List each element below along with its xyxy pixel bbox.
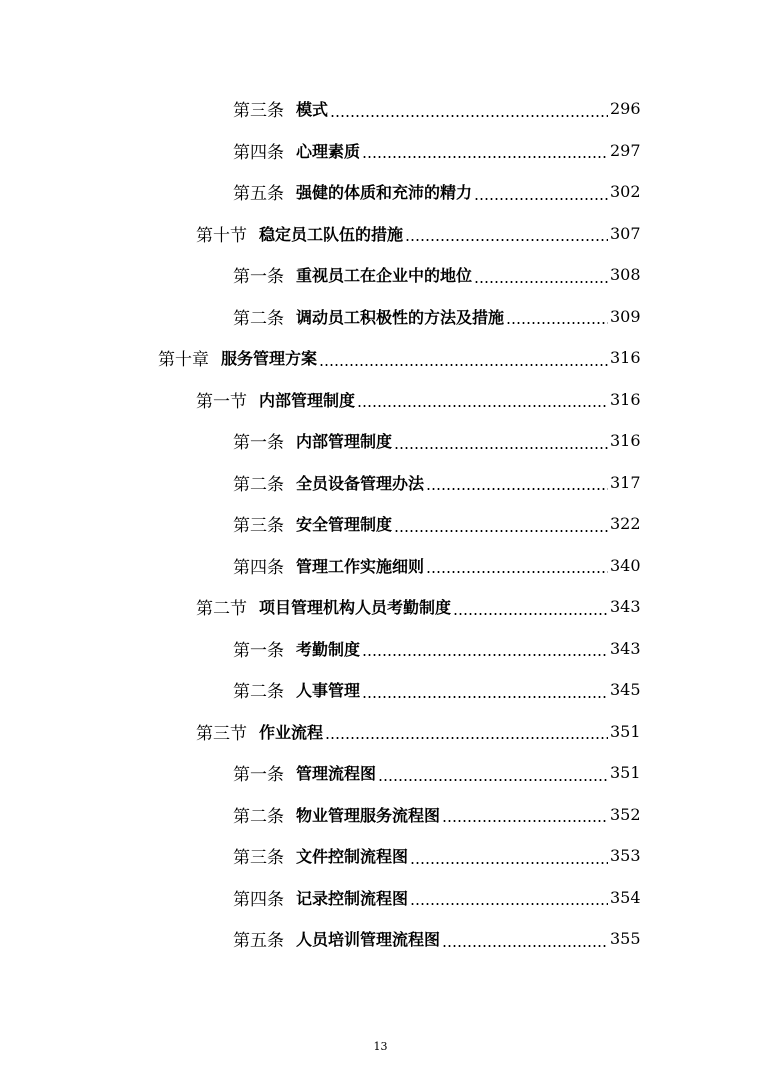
toc-entry-page: 317 <box>610 472 641 492</box>
toc-entry-label: 第十章 <box>158 350 209 371</box>
dot-leader <box>378 779 608 781</box>
toc-entry[interactable] <box>0 130 761 172</box>
dot-leader <box>426 571 608 573</box>
dot-leader <box>442 945 608 947</box>
toc-entry-page: 352 <box>610 804 641 824</box>
toc-entry-label: 第三条 <box>233 101 284 122</box>
toc-entry[interactable] <box>0 379 761 421</box>
dot-leader <box>453 613 608 615</box>
dot-leader <box>426 488 608 490</box>
toc-entry-page: 309 <box>610 306 641 326</box>
toc-entry-title: 文件控制流程图 <box>296 847 409 867</box>
dot-leader <box>442 820 608 822</box>
toc-entry-title: 记录控制流程图 <box>296 888 409 908</box>
toc-entry-page: 343 <box>610 597 641 617</box>
toc-entry-page: 351 <box>610 763 641 783</box>
toc-entry-title: 内部管理制度 <box>296 432 393 452</box>
toc-entry-label: 第二条 <box>233 806 284 827</box>
toc-entry-page: 316 <box>610 389 641 409</box>
toc-entry-page: 316 <box>610 348 641 368</box>
toc-entry[interactable] <box>0 586 761 628</box>
toc-entry-label: 第一节 <box>196 391 247 412</box>
toc-entry-page: 307 <box>610 223 641 243</box>
toc-entry-title: 强健的体质和充沛的精力 <box>296 183 473 203</box>
toc-entry[interactable] <box>0 462 761 504</box>
toc-entry-title: 重视员工在企业中的地位 <box>296 266 473 286</box>
toc-entry-title: 物业管理服务流程图 <box>296 805 441 825</box>
toc-entry[interactable] <box>0 337 761 379</box>
toc-entry-page: 297 <box>610 140 641 160</box>
toc-entry[interactable] <box>0 877 761 919</box>
toc-entry-title: 稳定员工队伍的措施 <box>259 224 404 244</box>
toc-entry-title: 考勤制度 <box>296 639 361 659</box>
toc-entry-label: 第一条 <box>233 765 284 786</box>
toc-entry-label: 第三条 <box>233 516 284 537</box>
toc-entry-page: 340 <box>610 555 641 575</box>
toc-entry-label: 第二条 <box>233 474 284 495</box>
toc-entry-title: 作业流程 <box>259 722 324 742</box>
toc-entry-page: 353 <box>610 846 641 866</box>
toc-entry-page: 345 <box>610 680 641 700</box>
dot-leader <box>325 737 608 739</box>
toc-entry-page: 322 <box>610 514 641 534</box>
toc-entry-label: 第三节 <box>196 723 247 744</box>
dot-leader <box>357 405 608 407</box>
dot-leader <box>330 115 608 117</box>
toc-entry-title: 内部管理制度 <box>259 390 356 410</box>
toc-entry-label: 第四条 <box>233 557 284 578</box>
toc-entry-label: 第二节 <box>196 599 247 620</box>
dot-leader <box>362 156 608 158</box>
table-of-contents <box>0 88 761 960</box>
dot-leader <box>506 322 608 324</box>
toc-entry-page: 296 <box>610 99 641 119</box>
dot-leader <box>362 696 608 698</box>
toc-entry[interactable] <box>0 503 761 545</box>
toc-entry[interactable] <box>0 545 761 587</box>
toc-entry-label: 第五条 <box>233 184 284 205</box>
toc-entry-label: 第四条 <box>233 142 284 163</box>
toc-entry[interactable] <box>0 835 761 877</box>
toc-entry-title: 服务管理方案 <box>221 349 318 369</box>
toc-entry-page: 351 <box>610 721 641 741</box>
toc-entry-label: 第二条 <box>233 682 284 703</box>
toc-entry-title: 全员设备管理办法 <box>296 473 425 493</box>
toc-entry-title: 模式 <box>296 100 329 120</box>
toc-entry[interactable] <box>0 254 761 296</box>
dot-leader <box>405 239 608 241</box>
dot-leader <box>474 198 608 200</box>
dot-leader <box>394 530 608 532</box>
toc-entry-page: 355 <box>610 929 641 949</box>
toc-entry[interactable] <box>0 420 761 462</box>
toc-entry-title: 人事管理 <box>296 681 361 701</box>
toc-entry-title: 管理工作实施细则 <box>296 556 425 576</box>
toc-entry-title: 项目管理机构人员考勤制度 <box>259 598 452 618</box>
toc-entry[interactable] <box>0 669 761 711</box>
toc-entry[interactable] <box>0 794 761 836</box>
toc-entry-label: 第四条 <box>233 889 284 910</box>
toc-entry[interactable] <box>0 171 761 213</box>
toc-entry[interactable] <box>0 711 761 753</box>
toc-entry-page: 302 <box>610 182 641 202</box>
toc-entry-page: 308 <box>610 265 641 285</box>
toc-entry-page: 316 <box>610 431 641 451</box>
toc-entry[interactable] <box>0 88 761 130</box>
toc-entry-page: 343 <box>610 638 641 658</box>
toc-entry[interactable] <box>0 628 761 670</box>
toc-entry-title: 管理流程图 <box>296 764 377 784</box>
dot-leader <box>362 654 608 656</box>
dot-leader <box>410 862 608 864</box>
toc-entry-label: 第三条 <box>233 848 284 869</box>
dot-leader <box>319 364 608 366</box>
toc-entry[interactable] <box>0 296 761 338</box>
page-number: 13 <box>373 1040 388 1053</box>
toc-entry-title: 心理素质 <box>296 141 361 161</box>
toc-entry-label: 第五条 <box>233 931 284 952</box>
toc-entry[interactable] <box>0 918 761 960</box>
toc-entry-label: 第一条 <box>233 433 284 454</box>
toc-entry-title: 人员培训管理流程图 <box>296 930 441 950</box>
toc-entry-label: 第一条 <box>233 640 284 661</box>
toc-entry-label: 第十节 <box>196 225 247 246</box>
toc-entry[interactable] <box>0 752 761 794</box>
dot-leader <box>474 281 608 283</box>
toc-entry-label: 第一条 <box>233 267 284 288</box>
toc-entry-label: 第二条 <box>233 308 284 329</box>
toc-entry[interactable] <box>0 213 761 255</box>
dot-leader <box>394 447 608 449</box>
toc-entry-title: 安全管理制度 <box>296 515 393 535</box>
toc-entry-page: 354 <box>610 887 641 907</box>
toc-entry-title: 调动员工积极性的方法及措施 <box>296 307 505 327</box>
dot-leader <box>410 903 608 905</box>
